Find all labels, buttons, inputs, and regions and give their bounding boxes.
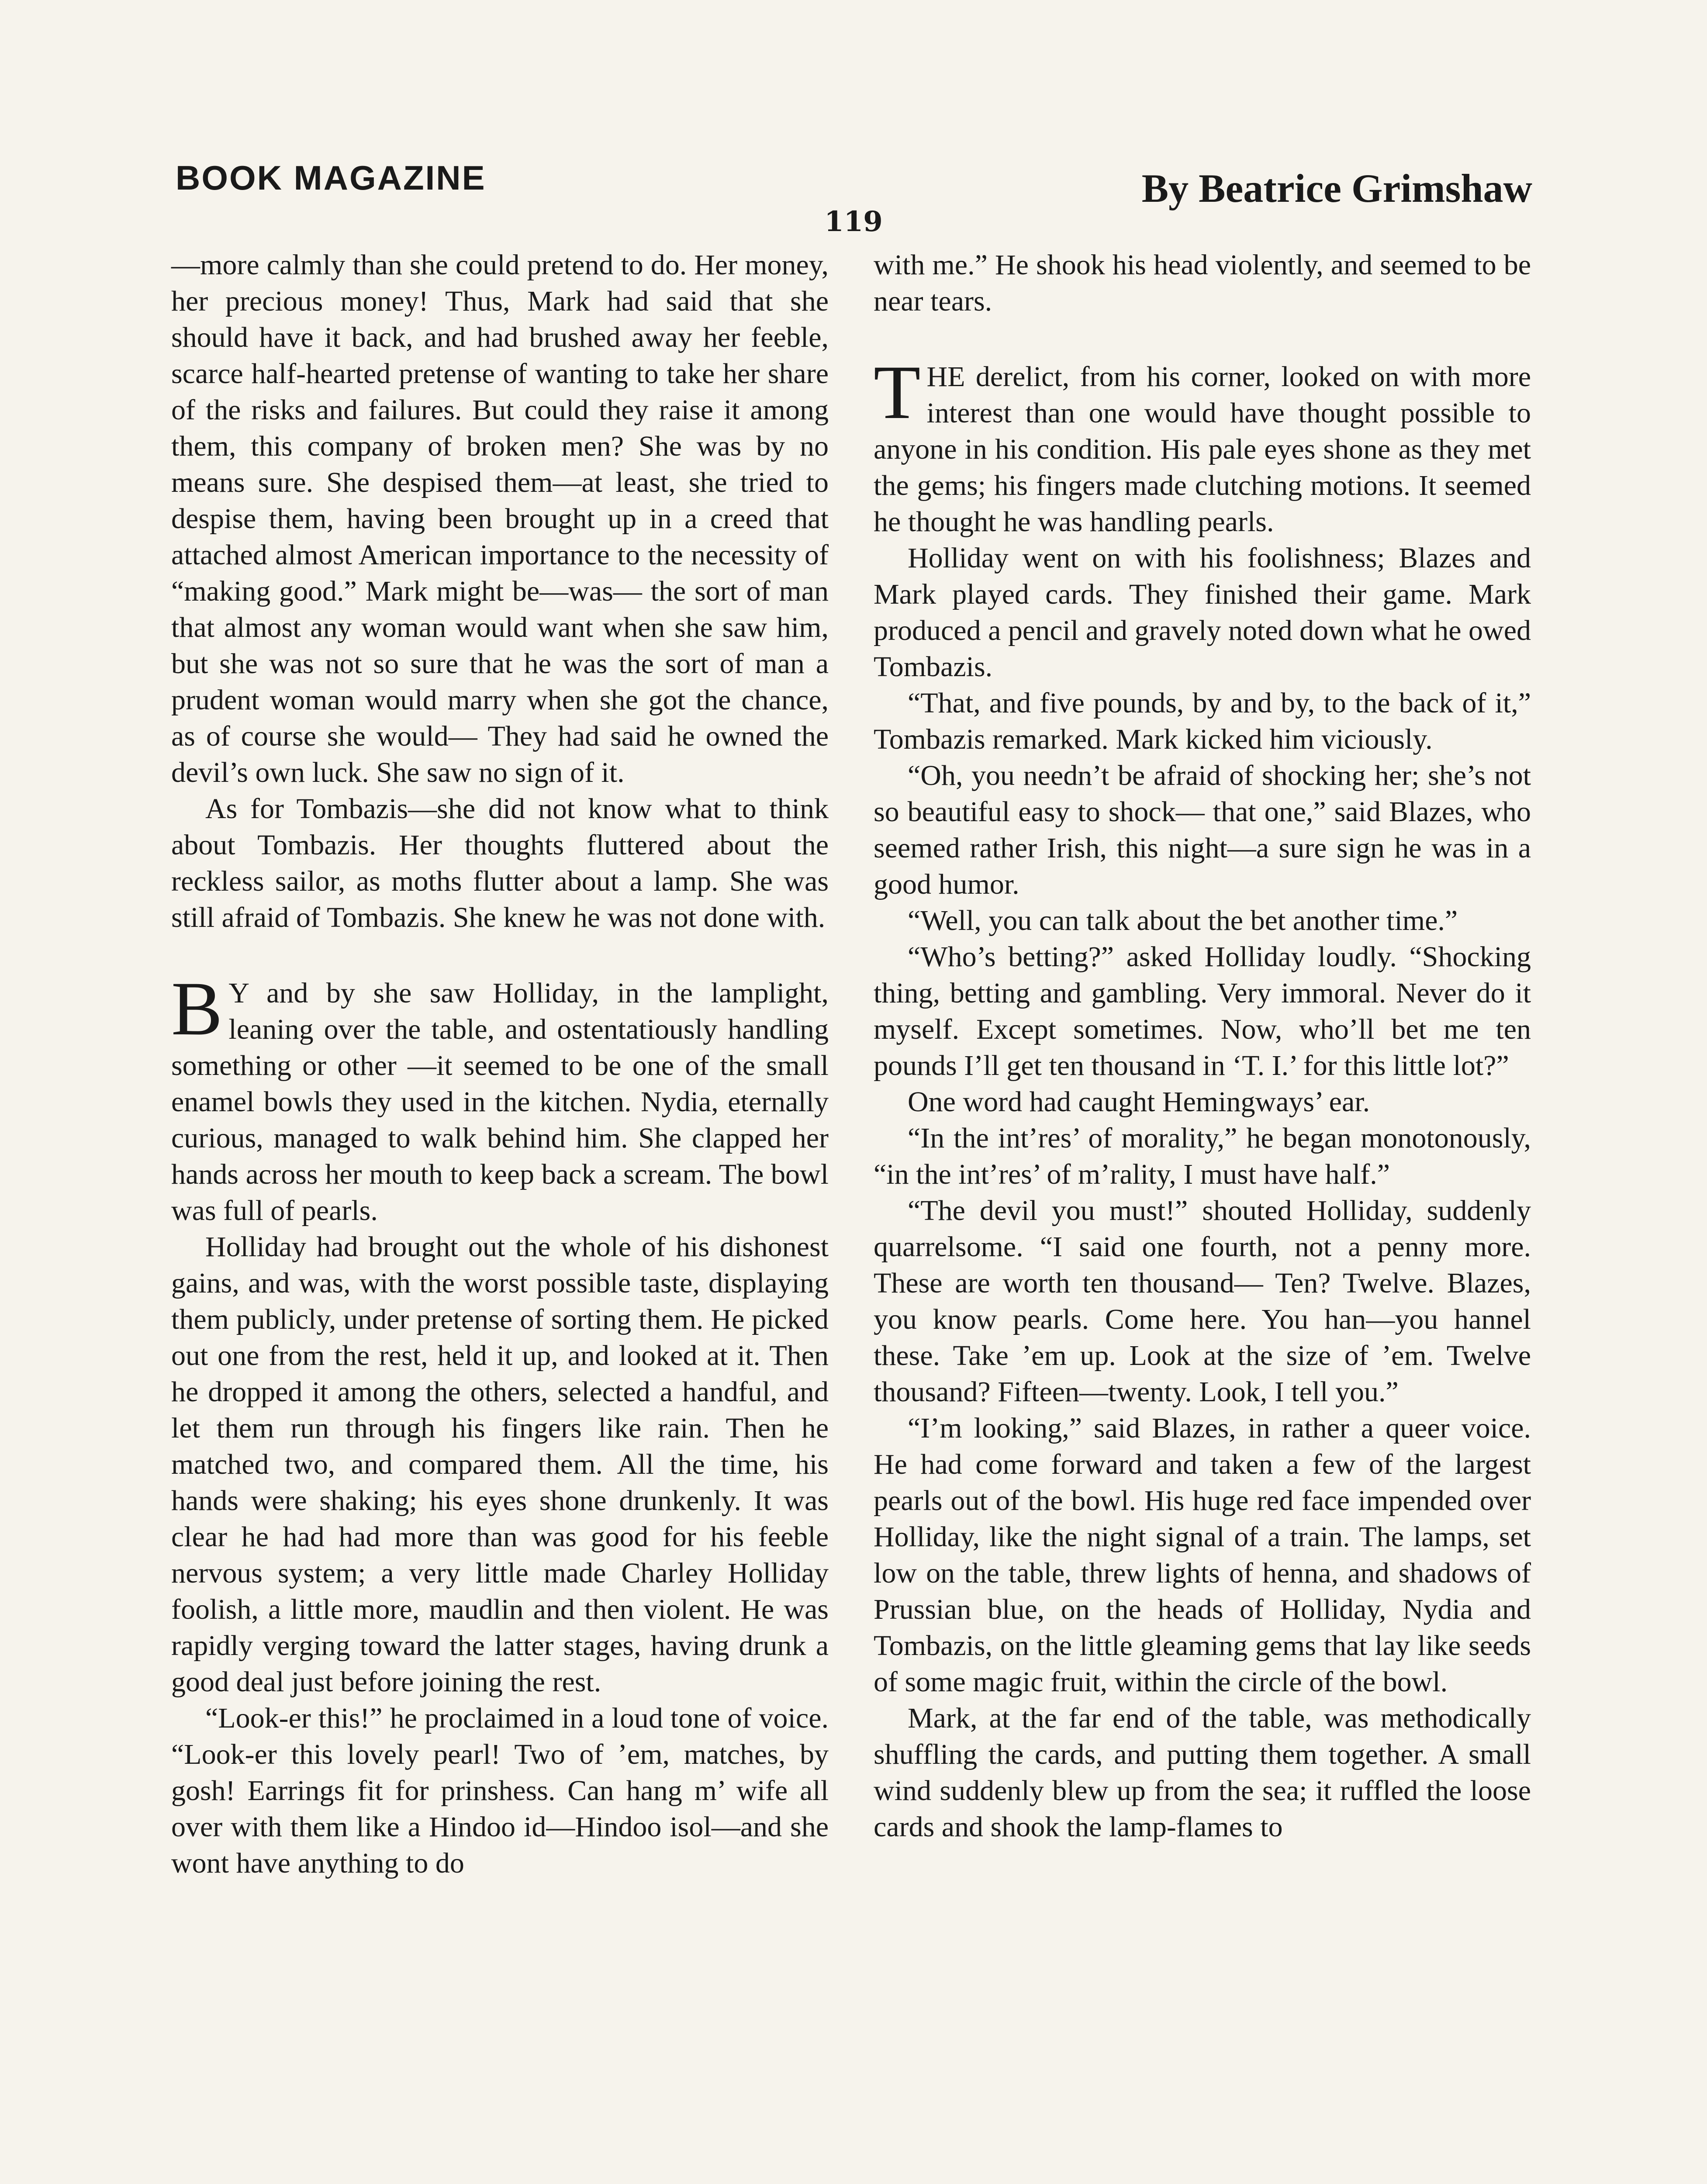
paragraph-text: Y and by she saw Holliday, in the lamplight, leaning over the table, and ostentatiously handling something or other —it seemed to be one of the small enamel bowls they used in the kitchen. Nydia, eternally curious, managed to walk behind him. She clapped her hands across her mouth to keep back a scream. The bowl was full of pearls. — [171, 977, 829, 1227]
left-column — [171, 247, 829, 1881]
paragraph: Holliday had brought out the whole of his dishonest gains, and was, with the worst possible taste, displaying them publicly, under pretense of sorting them. He picked out one from the rest, held it up, and looked at it. Then he dropped it among the others, selected a handful, and let them run through his fingers like rain. Then he matched two, and compared them. All the time, his hands were shaking; his eyes shone drunkenly. It was clear he had had more than was good for his feeble nervous system; a very little made Charley Holliday foolish, a little more, maudlin and then violent. He was rapidly verging toward the latter stages, having drunk a good deal just before joining the rest. — [171, 1231, 829, 1698]
paragraph: “That, and five pounds, by and by, to the back of it,” Tombazis remarked. Mark kicked him viciously. — [874, 687, 1531, 755]
paragraph-dropcap — [874, 350, 1531, 540]
paragraph: —more calmly than she could pretend to do. Her money, her precious money! Thus, Mark had said that she should have it back, and had brushed away her feeble, scarce half-hearted pretense of wanting to take her share of the risks and failures. But could they raise it among them, this company of broken men? She was by no means sure. She despised them—at least, she tried to despise them, having been brought up in a creed that attached almost American importance to the necessity of “making good.” Mark might be—was— the sort of man that almost any woman would want when she saw him, but she was not so sure that he was the sort of man a prudent woman would marry when she got the chance, as of course she would— They had said he owned the devil’s own luck. She saw no sign of it. — [171, 249, 829, 788]
page-number: 119 — [824, 205, 883, 238]
paragraph: “The devil you must!” shouted Holliday, suddenly quarrelsome. “I said one fourth, not a penny more. These are worth ten thousand— Ten? Twelve. Blazes, you know pearls. Come here. You han—you hannel these. Take ’em up. Look at the size of ’em. Twelve thousand? Fifteen—twenty. Look, I tell you.” — [874, 1195, 1531, 1408]
paragraph: “Oh, you needn’t be afraid of shocking her; she’s not so beautiful easy to shock— that one,” said Blazes, who seemed rather Irish, this night—a sure sign he was in a good humor. — [874, 760, 1531, 900]
magazine-title: BOOK MAGAZINE — [176, 159, 486, 197]
paragraph: “In the int’res’ of morality,” he began monotonously, “in the int’res’ of m’rality, I must have half.” — [874, 1122, 1531, 1190]
drop-cap: T — [874, 350, 921, 435]
paragraph: Mark, at the far end of the table, was methodically shuffling the cards, and putting them together. A small wind suddenly blew up from the sea; it ruffled the loose cards and shook the lamp-flames to — [874, 1702, 1531, 1843]
paragraph: “Look-er this!” he proclaimed in a loud tone of voice. “Look-er this lovely pearl! Two of ’em, matches, by gosh! Earrings fit for prinshess. Can hang m’ wife all over with them like a Hindoo id—Hindoo isol—and she wont have anything to do — [171, 1702, 829, 1879]
paragraph: As for Tombazis—she did not know what to think about Tombazis. Her thoughts fluttered about the reckless sailor, as moths flutter about a lamp. She was still afraid of Tombazis. She knew he was not done with. — [171, 793, 829, 933]
paragraph: Holliday went on with his foolishness; Blazes and Mark played cards. They finished their game. Mark produced a pencil and gravely noted down what he owed Tombazis. — [874, 542, 1531, 683]
paragraph: One word had caught Hemingways’ ear. — [908, 1086, 1370, 1118]
paragraph: “Who’s betting?” asked Holliday loudly. “Shocking thing, betting and gambling. Very immoral. Never do it myself. Except sometimes. Now, who’ll bet me ten pounds I’ll get ten thousand in ‘T. I.’ for this little lot?” — [874, 941, 1531, 1082]
paragraph: “Well, you can talk about the bet another time.” — [908, 905, 1458, 936]
paragraph-dropcap — [171, 966, 829, 1229]
drop-cap: B — [171, 966, 223, 1051]
author-byline: By Beatrice Grimshaw — [1141, 166, 1532, 211]
paragraph-text: HE derelict, from his corner, looked on with more interest than one would have thought possible to anyone in his condition. His pale eyes shone as they met the gems; his fingers made clutching motions. It seemed he thought he was handling pearls. — [874, 361, 1531, 538]
paragraph: “I’m looking,” said Blazes, in rather a queer voice. He had come forward and taken a few of the largest pearls out of the bowl. His huge red face impended over Holliday, like the night signal of a train. The lamps, set low on the table, threw lights of henna, and shadows of Prussian blue, on the heads of Holliday, Nydia and Tombazis, on the little gleaming gems that lay like seeds of some magic fruit, within the circle of the bowl. — [874, 1412, 1531, 1698]
right-column — [874, 247, 1531, 1845]
paragraph: with me.” He shook his head violently, and seemed to be near tears. — [874, 249, 1531, 317]
